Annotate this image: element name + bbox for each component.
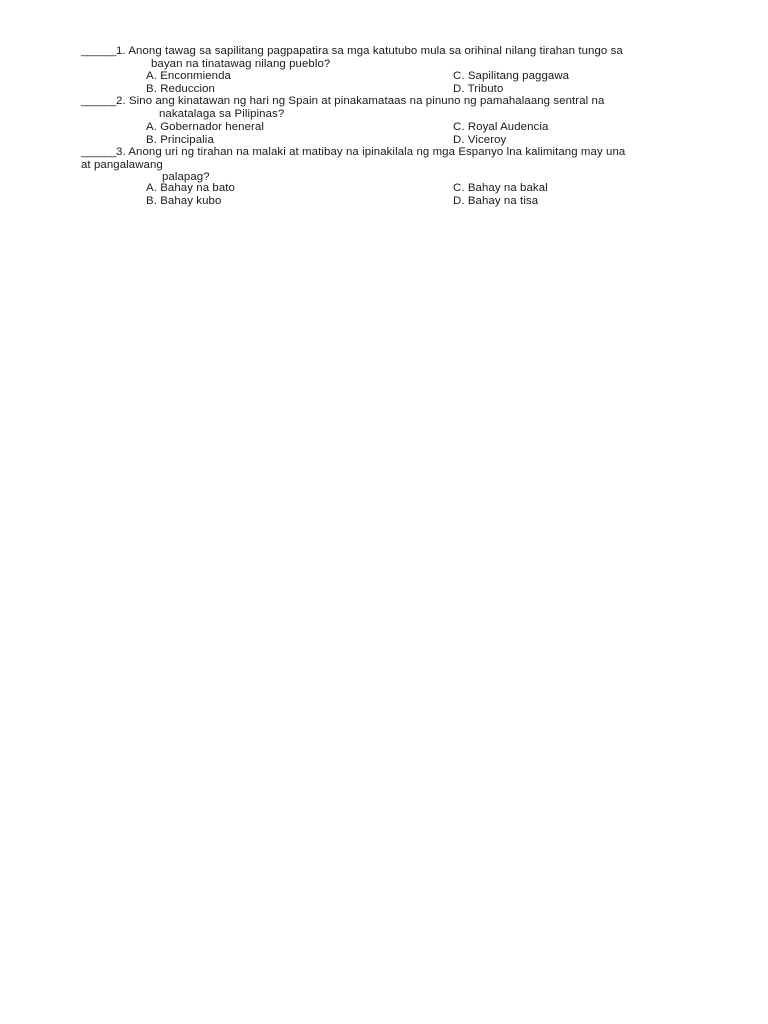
choice-c: C. Bahay na bakal	[453, 182, 548, 194]
question-1-line-2: bayan na tinatawag nilang pueblo?	[151, 58, 331, 70]
choice-d: D. Bahay na tisa	[453, 195, 539, 207]
answer-blank: ______	[81, 45, 117, 57]
question-3-line-1	[81, 146, 625, 159]
choice-b: B. Reduccion	[146, 83, 215, 95]
answer-blank: ______	[81, 95, 117, 107]
choice-a: A. Gobernador heneral	[146, 121, 264, 133]
question-stem: Anong tawag sa sapilitang pagpapatira sa mga katutubo mula sa orihinal nilang tirahan tungo sa	[128, 45, 623, 57]
choice-a: A. Enconmienda	[146, 70, 231, 82]
question-2-line-2: nakatalaga sa Pilipinas?	[159, 108, 285, 120]
question-1-line-1	[81, 45, 623, 58]
question-number: 1.	[116, 45, 126, 57]
choice-b: B. Principalia	[146, 134, 214, 146]
choice-a: A. Bahay na bato	[146, 182, 235, 194]
question-2-line-1	[81, 95, 604, 108]
choice-b: B. Bahay kubo	[146, 195, 222, 207]
choice-d: D. Viceroy	[453, 134, 507, 146]
question-3-line-2: at pangalawang	[81, 159, 163, 171]
question-number: 3.	[116, 146, 126, 158]
choice-c: C. Sapilitang paggawa	[453, 70, 570, 82]
question-number: 2.	[116, 95, 126, 107]
answer-blank: ______	[81, 146, 117, 158]
question-stem: Sino ang kinatawan ng hari ng Spain at pinakamataas na pinuno ng pamahalaang sentral na	[128, 95, 605, 107]
choice-c: C. Royal Audencia	[453, 121, 549, 133]
question-3-line-3: palapag?	[162, 171, 210, 183]
choice-d: D. Tributo	[453, 83, 504, 95]
question-stem: Anong uri ng tirahan na malaki at matibay na ipinakilala ng mga Espanyo lna kalimitang may una	[128, 146, 626, 158]
